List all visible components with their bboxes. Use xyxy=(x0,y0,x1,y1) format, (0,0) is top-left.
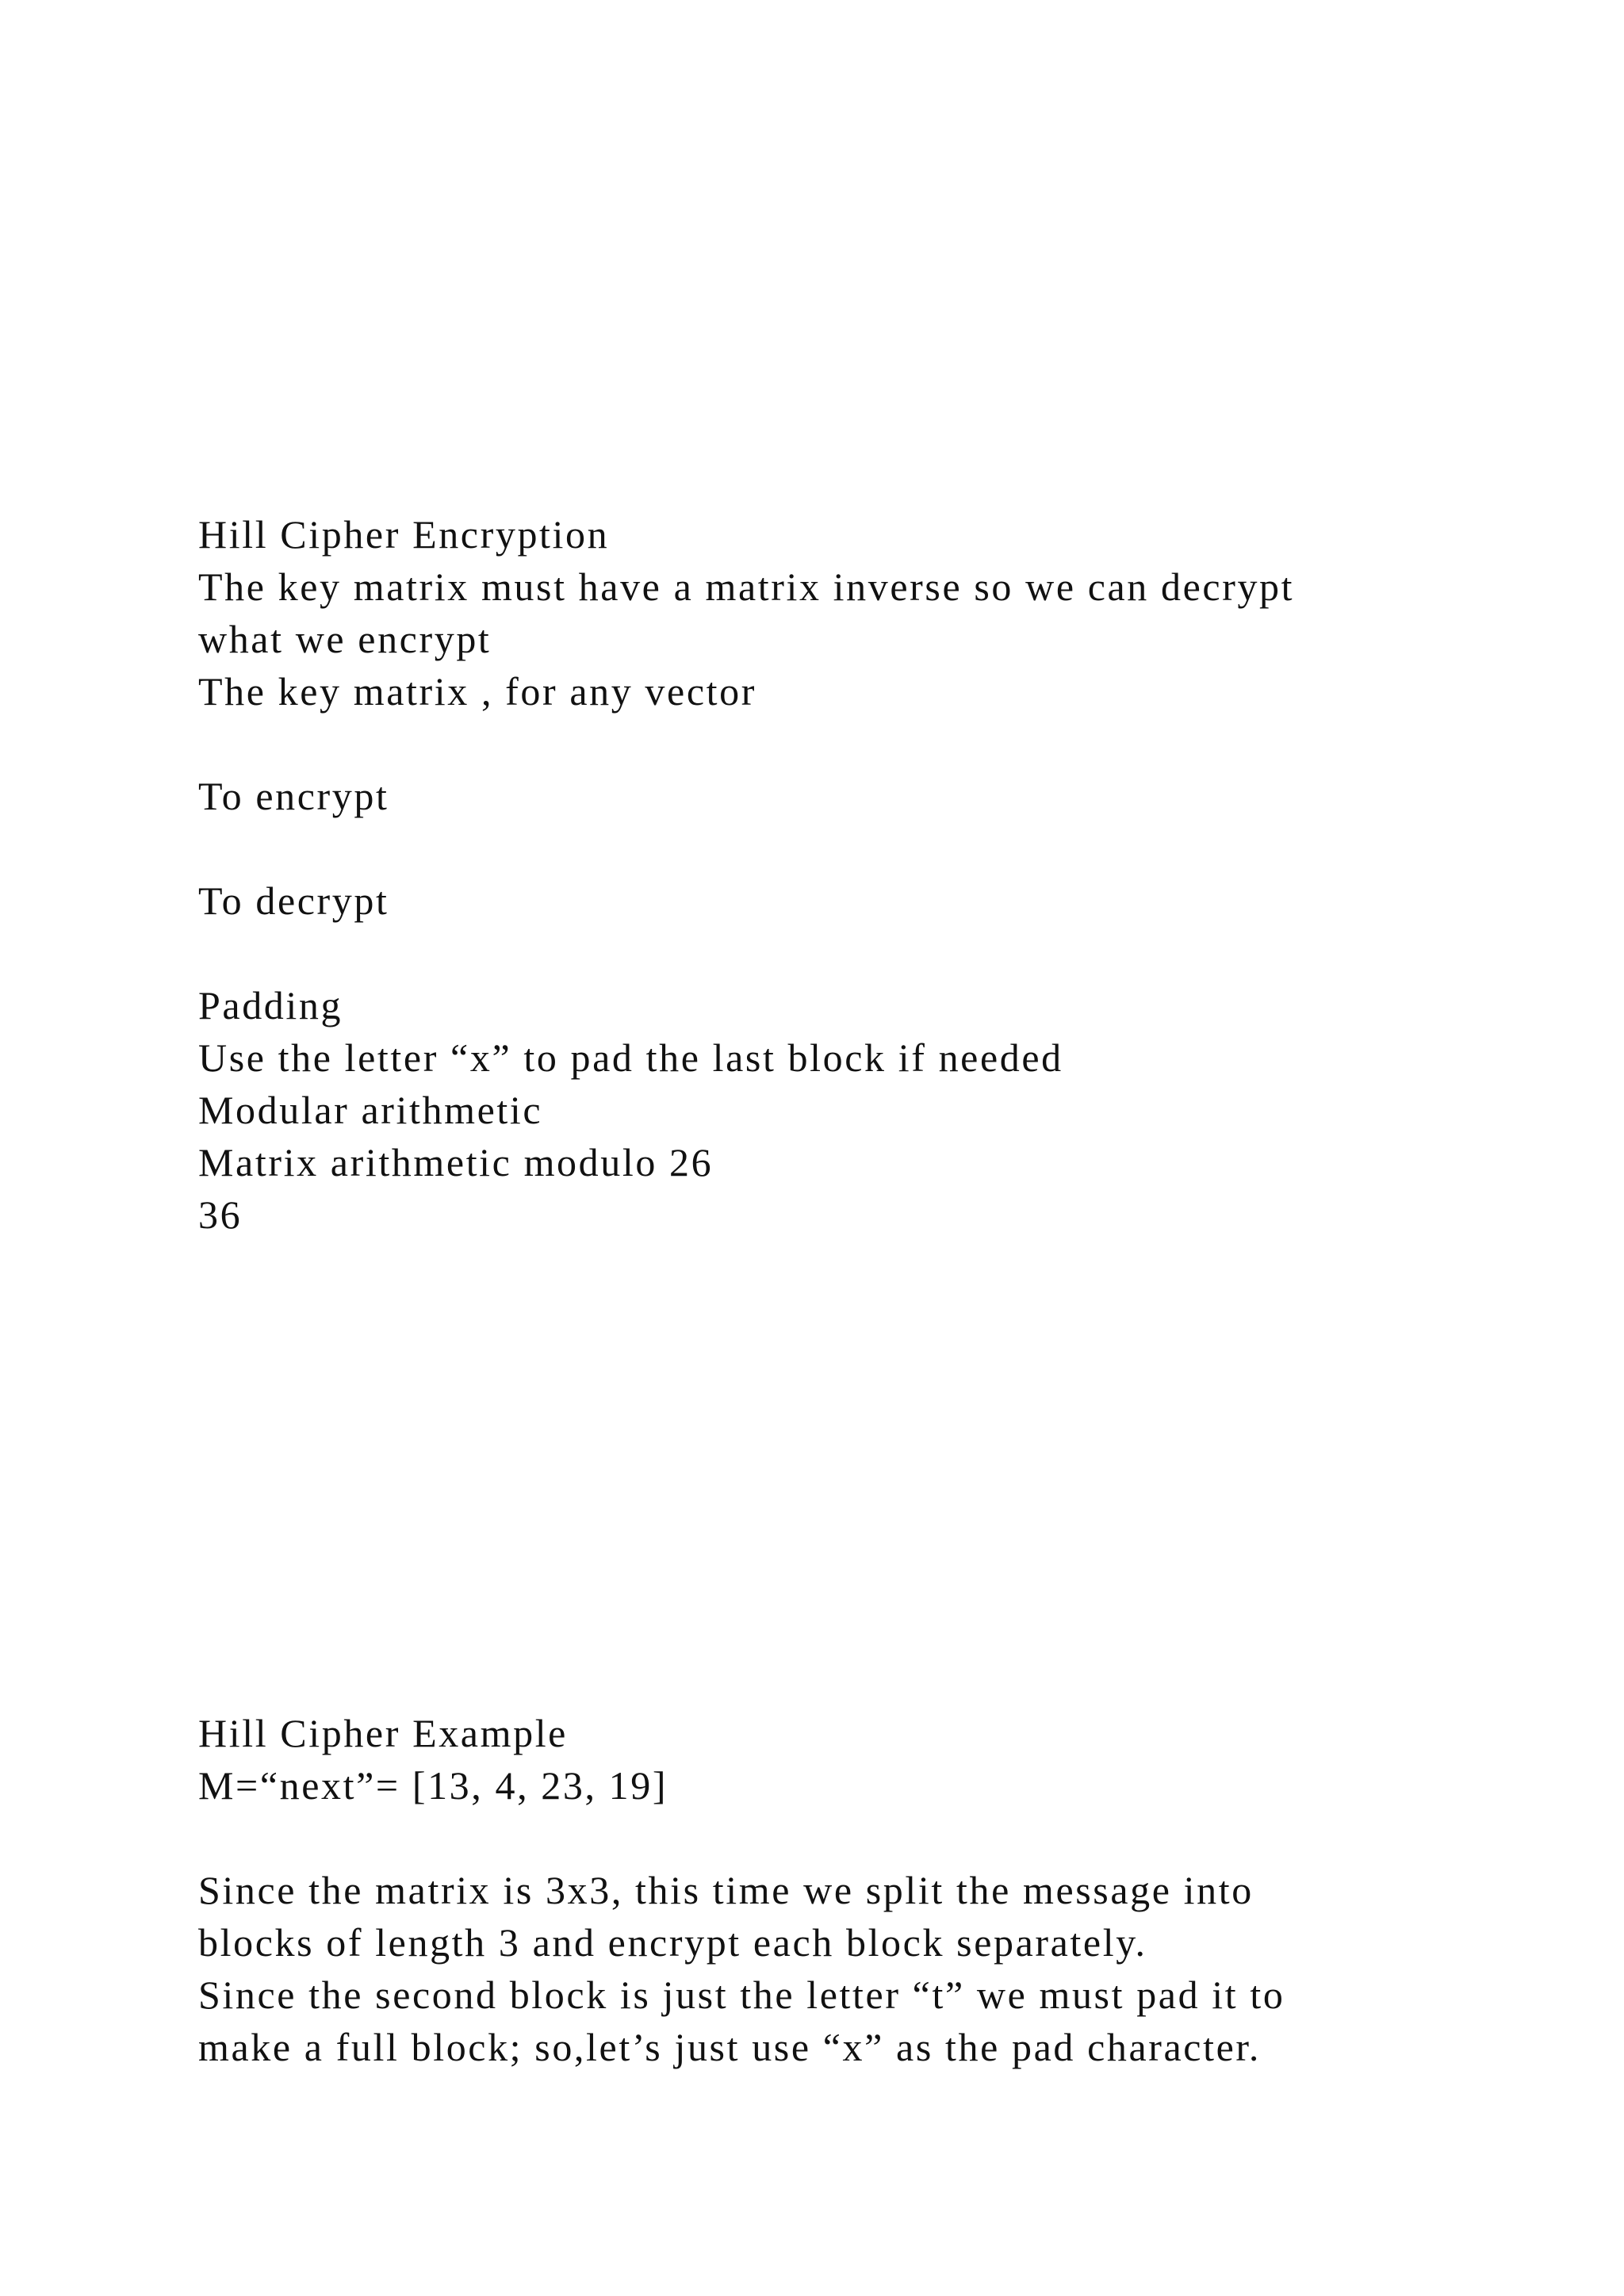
text-line-to-decrypt: To decrypt xyxy=(198,878,389,923)
text-line-blocks-of-length: blocks of length 3 and encrypt each block separately. xyxy=(198,1920,1147,1965)
text-line-to-encrypt: To encrypt xyxy=(198,774,389,818)
text-line-second-block: Since the second block is just the letter “t” we must pad it to xyxy=(198,1973,1285,2017)
text-line-message-vector: M=“next”= [13, 4, 23, 19] xyxy=(198,1763,668,1808)
text-line-split-message: Since the matrix is 3x3, this time we split the message into xyxy=(198,1868,1254,1912)
text-line-key-matrix-vector: The key matrix , for any vector xyxy=(198,669,756,714)
text-line-key-matrix-inverse: The key matrix must have a matrix inverse so we can decrypt xyxy=(198,564,1295,609)
page-number: 36 xyxy=(198,1192,243,1237)
text-line-pad-character: make a full block; so,let’s just use “x” as the pad character. xyxy=(198,2025,1261,2069)
section-title-hill-cipher-encryption: Hill Cipher Encryption xyxy=(198,512,610,557)
section-title-hill-cipher-example: Hill Cipher Example xyxy=(198,1711,568,1755)
text-line-what-we-encrypt: what we encrypt xyxy=(198,617,492,661)
text-line-pad-letter-x: Use the letter “x” to pad the last block if needed xyxy=(198,1035,1063,1080)
text-line-matrix-arithmetic-modulo: Matrix arithmetic modulo 26 xyxy=(198,1140,714,1184)
text-line-padding: Padding xyxy=(198,983,343,1027)
text-line-modular-arithmetic: Modular arithmetic xyxy=(198,1088,543,1132)
